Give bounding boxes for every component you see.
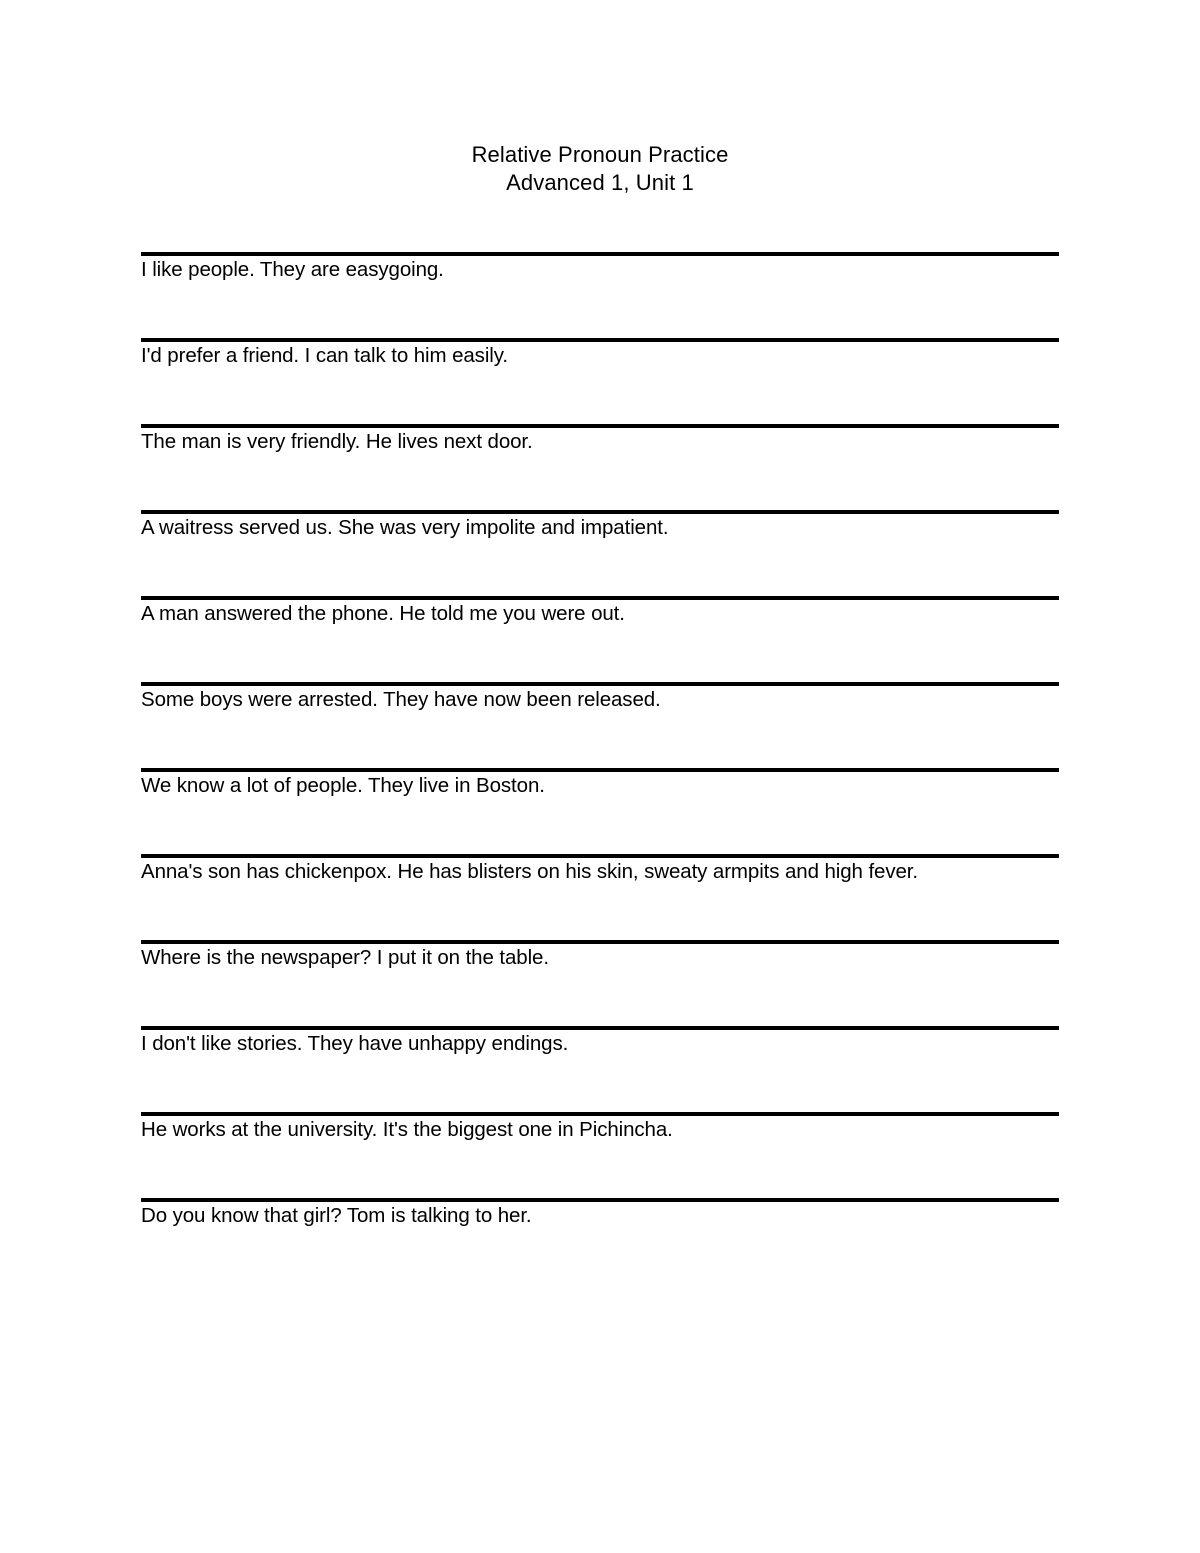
- exercise-prompt: We know a lot of people. They live in Boston.: [141, 774, 545, 797]
- exercise-item: [141, 252, 1059, 338]
- exercise-prompt: Do you know that girl? Tom is talking to her.: [141, 1204, 532, 1227]
- answer-line: [141, 424, 1059, 428]
- exercise-list: [141, 252, 1059, 1284]
- exercise-prompt: He works at the university. It's the biggest one in Pichincha.: [141, 1118, 673, 1141]
- exercise-item: [141, 510, 1059, 596]
- exercise-item: [141, 1198, 1059, 1284]
- exercise-prompt: Some boys were arrested. They have now been released.: [141, 688, 661, 711]
- exercise-prompt: A man answered the phone. He told me you were out.: [141, 602, 625, 625]
- exercise-prompt: I'd prefer a friend. I can talk to him easily.: [141, 344, 508, 367]
- exercise-item: [141, 1112, 1059, 1198]
- answer-line: [141, 252, 1059, 256]
- exercise-item: [141, 940, 1059, 1026]
- answer-line: [141, 1112, 1059, 1116]
- exercise-prompt: I like people. They are easygoing.: [141, 258, 444, 281]
- exercise-item: [141, 854, 1059, 940]
- exercise-prompt: The man is very friendly. He lives next door.: [141, 430, 533, 453]
- exercise-prompt: Anna's son has chickenpox. He has blisters on his skin, sweaty armpits and high fever.: [141, 860, 918, 883]
- answer-line: [141, 940, 1059, 944]
- exercise-item: [141, 1026, 1059, 1112]
- exercise-item: [141, 682, 1059, 768]
- answer-line: [141, 768, 1059, 772]
- exercise-prompt: Where is the newspaper? I put it on the table.: [141, 946, 549, 969]
- exercise-prompt: I don't like stories. They have unhappy endings.: [141, 1032, 569, 1055]
- answer-line: [141, 1026, 1059, 1030]
- answer-line: [141, 596, 1059, 600]
- exercise-item: [141, 768, 1059, 854]
- exercise-item: [141, 596, 1059, 682]
- worksheet-subtitle: Advanced 1, Unit 1: [506, 170, 694, 195]
- worksheet-heading: [0, 141, 1200, 197]
- answer-line: [141, 338, 1059, 342]
- answer-line: [141, 682, 1059, 686]
- answer-line: [141, 1198, 1059, 1202]
- answer-line: [141, 854, 1059, 858]
- exercise-item: [141, 424, 1059, 510]
- worksheet-title: Relative Pronoun Practice: [471, 142, 729, 167]
- exercise-item: [141, 338, 1059, 424]
- exercise-prompt: A waitress served us. She was very impolite and impatient.: [141, 516, 669, 539]
- answer-line: [141, 510, 1059, 514]
